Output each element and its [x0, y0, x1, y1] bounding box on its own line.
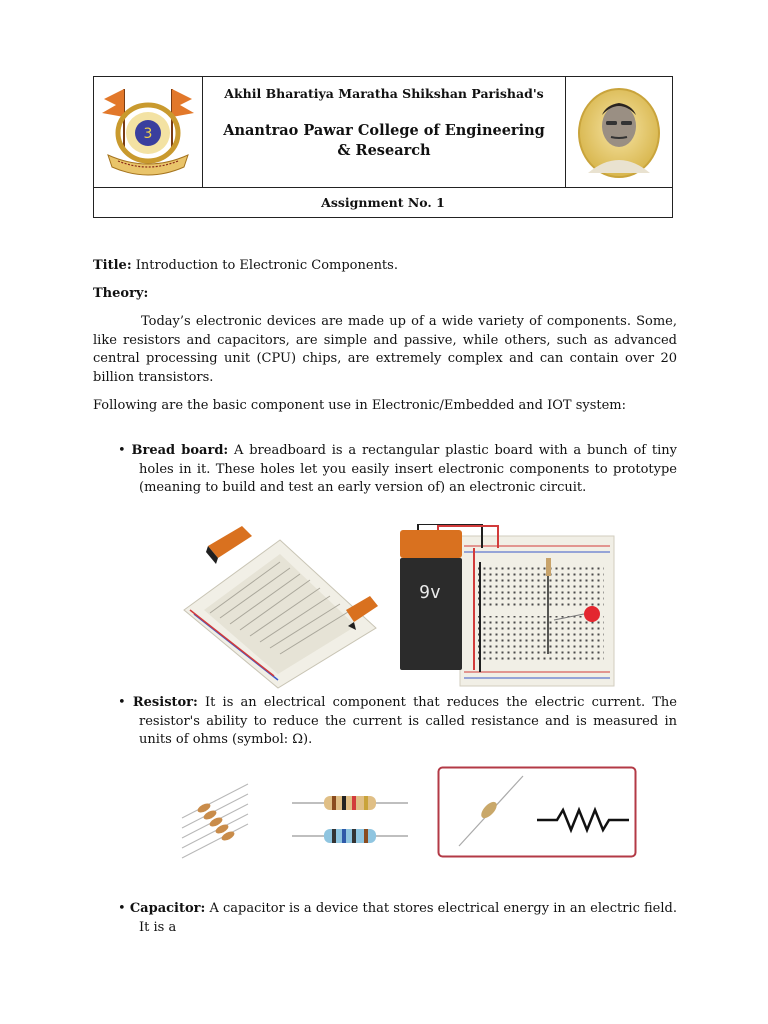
college-name	[202, 121, 566, 161]
bullet-marker: •	[118, 695, 126, 710]
college-name-line2: & Research	[337, 142, 431, 159]
title-label: Title:	[93, 258, 132, 273]
capacitor-text: A capacitor is a device that stores electrical energy in an electric field. It is a	[139, 901, 677, 935]
single-resistors-photo	[290, 790, 410, 852]
theory-label: Theory:	[93, 286, 149, 301]
bullet-capacitor	[118, 900, 677, 937]
assignment-number: Assignment No. 1	[321, 195, 445, 210]
college-name-line1: Anantrao Pawar College of Engineering	[223, 122, 545, 139]
breadboard-text: A breadboard is a rectangular plastic board with a bunch of tiny holes in it. These holes let you easily insert electronic components to prototype (meaning to build and test an early version of) an electronic circuit.	[139, 443, 678, 496]
resistor-symbol-figure	[437, 766, 637, 858]
theory-paragraph: Today’s electronic devices are made up of a wide variety of components. Some, like resistors and capacitors, are simple and passive, while others, such as advanced central processing unit (CPU) chips, are extremely complex and can contain over 20 billion transistors.	[93, 314, 677, 385]
bullet-marker: •	[118, 901, 126, 916]
header-top-row	[94, 77, 672, 188]
theory-heading	[93, 285, 148, 304]
bullet-marker: •	[118, 443, 126, 458]
college-header-table	[93, 76, 673, 218]
resistor-strip-photo	[176, 778, 256, 862]
battery-label: 9v	[419, 582, 441, 603]
bullet-breadboard	[118, 442, 677, 498]
bullet-resistor	[118, 694, 677, 750]
founder-portrait-icon	[566, 77, 672, 187]
resistor-text: It is an electrical component that reduces the electric current. The resistor's ability to reduce the current is called resistance and is measured in units of ohms (symbol: Ω).	[139, 695, 677, 748]
parishad-name: Akhil Bharatiya Maratha Shikshan Parishad's	[224, 86, 544, 101]
portrait-cell	[565, 77, 672, 187]
battery-circuit-photo	[398, 524, 616, 688]
college-emblem-icon	[94, 77, 202, 187]
capacitor-term: Capacitor:	[129, 901, 206, 916]
resistor-term: Resistor:	[132, 695, 198, 710]
svg-text:3: 3	[143, 126, 153, 142]
breadboard-photo	[180, 518, 380, 690]
logo-cell	[94, 77, 203, 187]
breadboard-term: Bread board:	[131, 443, 229, 458]
header-title-cell	[202, 77, 566, 187]
components-intro: Following are the basic component use in Electronic/Embedded and IOT system:	[93, 398, 627, 413]
title-text: Introduction to Electronic Components.	[131, 258, 398, 273]
title-line	[93, 257, 398, 276]
